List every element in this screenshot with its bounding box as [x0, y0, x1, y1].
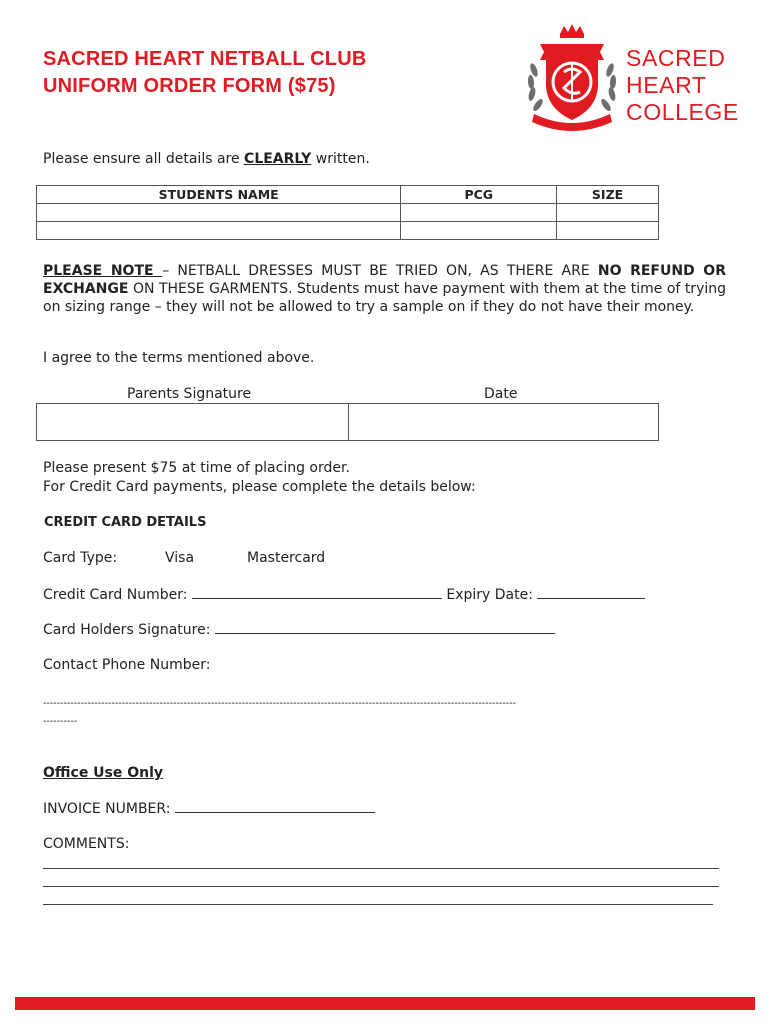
please-note-paragraph: PLEASE NOTE – NETBALL DRESSES MUST BE TRIED ON, AS THERE ARE NO REFUND OR EXCHANGE ON THESE GARMENTS. Students must have payment with them at the time of trying on sizing range – they will not be allowed to try a sample on if they do not have their money.	[43, 263, 726, 315]
card-holder-signature-row	[43, 621, 555, 638]
card-type-label: Card Type:	[43, 550, 118, 566]
college-name-line-1: SACRED	[626, 45, 726, 71]
table-row	[37, 204, 659, 222]
payment-instruction-2: For Credit Card payments, please complete the details below:	[43, 479, 476, 495]
clearly-emphasis: CLEARLY	[244, 151, 312, 167]
credit-card-number-label: Credit Card Number:	[43, 587, 192, 603]
office-use-heading: Office Use Only	[43, 765, 164, 781]
date-label: Date	[484, 386, 518, 402]
no-refund-emphasis: NO REFUND OR EXCHANGE	[43, 263, 726, 297]
cut-separator: ------------------------------------------------------------------------------------------------------------------------------------------ ----------	[43, 698, 517, 727]
order-table	[36, 185, 659, 240]
size-cell[interactable]	[557, 222, 659, 240]
card-type-visa[interactable]: Visa	[165, 550, 195, 566]
signature-box	[36, 403, 659, 441]
parents-signature-field[interactable]	[37, 404, 348, 440]
college-name	[626, 45, 739, 126]
invoice-number-label: INVOICE NUMBER:	[43, 801, 175, 817]
order-table-header-row	[37, 186, 659, 204]
comments-line-1[interactable]	[43, 868, 719, 869]
expiry-date-field[interactable]	[537, 586, 645, 599]
student-name-cell[interactable]	[37, 222, 401, 240]
date-field[interactable]	[349, 404, 658, 440]
student-name-cell[interactable]	[37, 204, 401, 222]
size-cell[interactable]	[557, 204, 659, 222]
comments-line-2[interactable]	[43, 886, 719, 887]
footer-bar	[15, 997, 755, 1010]
college-crest-icon	[520, 22, 624, 134]
agreement-text: I agree to the terms mentioned above.	[43, 350, 315, 366]
card-type-mastercard[interactable]: Mastercard	[247, 550, 326, 566]
card-holder-signature-field[interactable]	[215, 621, 555, 634]
table-row	[37, 222, 659, 240]
card-holder-signature-label: Card Holders Signature:	[43, 622, 215, 638]
contact-phone-field[interactable]	[232, 657, 532, 675]
invoice-number-row	[43, 800, 375, 817]
invoice-number-field[interactable]	[175, 800, 375, 813]
title-line-2: UNIFORM ORDER FORM ($75)	[43, 75, 336, 97]
credit-card-number-row	[43, 586, 645, 603]
column-header-size: SIZE	[557, 186, 659, 204]
college-name-line-3: COLLEGE	[626, 99, 739, 125]
column-header-pcg: PCG	[401, 186, 557, 204]
column-header-students-name: STUDENTS NAME	[37, 186, 401, 204]
pcg-cell[interactable]	[401, 222, 557, 240]
credit-card-heading: CREDIT CARD DETAILS	[44, 515, 207, 530]
parents-signature-label: Parents Signature	[127, 386, 252, 402]
comments-label: COMMENTS:	[43, 836, 130, 852]
payment-instruction-1: Please present $75 at time of placing order.	[43, 460, 350, 476]
please-note-label: PLEASE NOTE	[43, 263, 163, 279]
contact-phone-label: Contact Phone Number:	[43, 657, 211, 673]
form-title	[43, 46, 443, 100]
title-line-1: SACRED HEART NETBALL CLUB	[43, 48, 367, 70]
expiry-date-label: Expiry Date:	[441, 587, 538, 603]
instruction-text: Please ensure all details are CLEARLY written.	[43, 151, 370, 167]
comments-line-3[interactable]	[43, 904, 713, 905]
credit-card-number-field[interactable]	[192, 586, 442, 599]
college-name-line-2: HEART	[626, 72, 707, 98]
pcg-cell[interactable]	[401, 204, 557, 222]
college-logo	[520, 22, 750, 134]
